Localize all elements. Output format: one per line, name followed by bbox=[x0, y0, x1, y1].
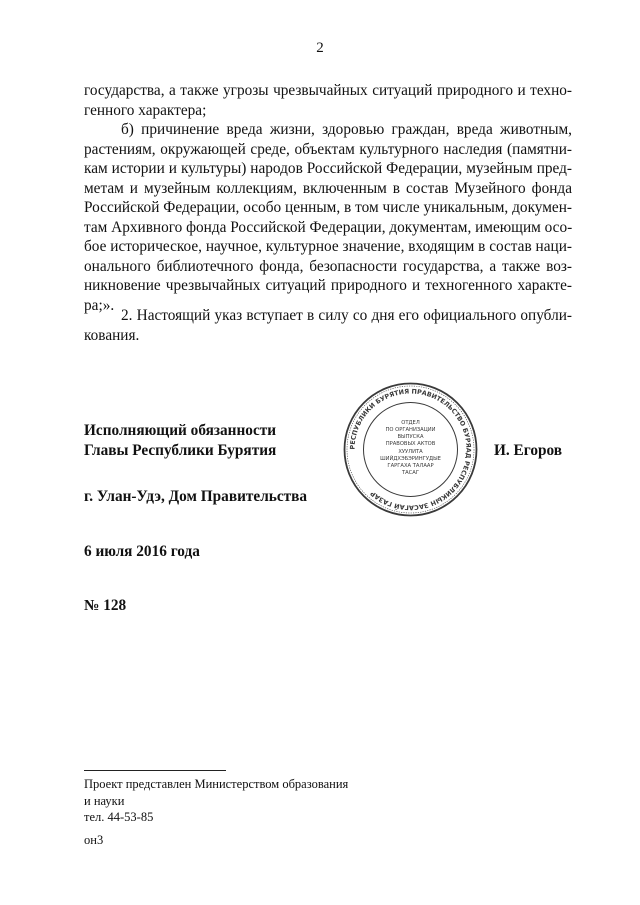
paragraph-b bbox=[84, 120, 572, 315]
seal-center-line: ШИЙДХЭБЭРИНГУДЫЕ bbox=[380, 456, 441, 462]
date: 6 июля 2016 года bbox=[84, 543, 200, 560]
signatory-title-line2: Главы Республики Бурятия bbox=[84, 441, 277, 459]
paragraph-2 bbox=[84, 306, 572, 345]
seal-center-line: ПО ОРГАНИЗАЦИИ bbox=[385, 427, 436, 433]
footer-code: он3 bbox=[84, 833, 104, 847]
seal-ring-text: РЕСПУБЛИКИ БУРЯТИЯ ПРАВИТЕЛЬСТВО БУРЯАД РЕСПУБЛИКЫН ЗАСАГАЙ ГАЗАР bbox=[348, 387, 473, 512]
seal-center-line: ХУУЛИТА bbox=[398, 449, 423, 455]
paragraph-line: кам истории и культуры) народов Российской Федерации, музейным пред- bbox=[84, 160, 572, 177]
seal-center-text bbox=[380, 420, 441, 476]
paragraph-line: ра;». bbox=[84, 296, 115, 314]
paragraph-line: там Архивного фонда Российской Федерации, документам, имеющим осо- bbox=[84, 218, 573, 236]
footer-divider bbox=[84, 770, 226, 771]
paragraph-line: 2. Настоящий указ вступает в силу со дня его официального опубли- bbox=[121, 307, 572, 324]
paragraph-line: растениям, окружающей среде, объектам культурного наследия (памятни- bbox=[84, 140, 572, 158]
document-number: № 128 bbox=[84, 597, 127, 614]
footer-line: тел. 44-53-85 bbox=[84, 810, 154, 824]
footer-note bbox=[84, 776, 348, 826]
footer-line: Проект представлен Министерством образования bbox=[84, 777, 349, 791]
place: г. Улан-Удэ, Дом Правительства bbox=[84, 488, 308, 505]
seal-center-line: ВЫПУСКА bbox=[397, 434, 424, 440]
page-number: 2 bbox=[316, 40, 324, 56]
paragraph-line: кования. bbox=[84, 326, 140, 344]
official-seal bbox=[343, 382, 478, 517]
seal-center-line: ГАРГАХА ТАЛААР bbox=[387, 463, 434, 469]
paragraph-continuation bbox=[84, 81, 572, 120]
paragraph-line: генного характера; bbox=[84, 101, 207, 119]
signatory-name: И. Егоров bbox=[494, 442, 562, 459]
paragraph-line: онального библиотечного фонда, безопасности государства, а также воз- bbox=[84, 257, 572, 275]
seal-center-line: ТАСАГ bbox=[401, 470, 420, 476]
paragraph-line: бое историческое, научное, культурное значение, входящим в состав наци- bbox=[84, 238, 572, 255]
paragraph-line: Российской Федерации, особо ценным, в том числе уникальным, докумен- bbox=[84, 199, 572, 216]
paragraph-line: государства, а также угрозы чрезвычайных ситуаций природного и техно- bbox=[84, 82, 572, 99]
signatory-title-line1: Исполняющий обязанности bbox=[84, 422, 277, 439]
paragraph-line: б) причинение вреда жизни, здоровью граждан, вреда животным, bbox=[121, 121, 572, 138]
seal-center-line: ОТДЕЛ bbox=[401, 420, 420, 426]
signatory-title bbox=[84, 421, 276, 460]
paragraph-line: никновение чрезвычайных ситуаций природного и техногенного характе- bbox=[84, 277, 572, 294]
footer-line: и науки bbox=[84, 793, 125, 808]
seal-center-line: ПРАВОВЫХ АКТОВ bbox=[385, 441, 436, 447]
paragraph-line: метам и музейным коллекциям, включенным в состав Музейного фонда bbox=[84, 179, 572, 197]
